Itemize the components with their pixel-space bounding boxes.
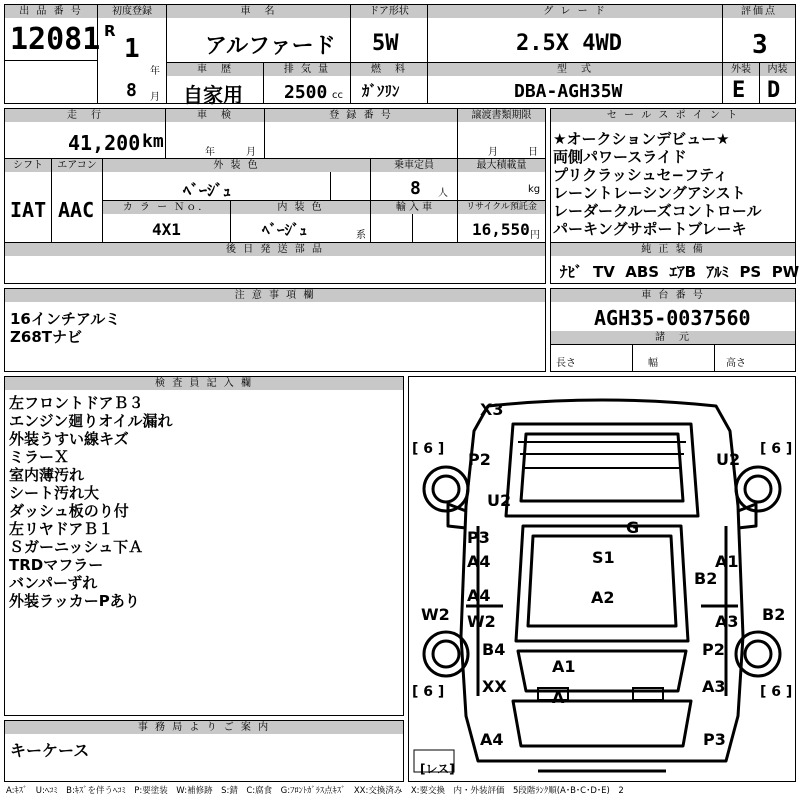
regno-label: 登 録 番 号 xyxy=(265,109,457,122)
model-label: 型 式 xyxy=(428,63,722,76)
first-reg-label: 初度登録 xyxy=(98,5,166,18)
ext-label: 外装 xyxy=(723,63,759,76)
transfer-label: 譲渡書類期限 xyxy=(458,109,545,122)
notes-lines: 16インチアルミ Z68Tナビ xyxy=(10,310,121,346)
load-label: 最大積載量 xyxy=(458,159,545,172)
mileage-label: 走 行 xyxy=(5,109,165,122)
dmg-a3-bottom: A3 xyxy=(702,677,726,696)
dmg-b4: B4 xyxy=(482,640,506,659)
dmg-b2-right: B2 xyxy=(694,569,718,588)
tire-rr: [ 6 ] xyxy=(760,684,793,700)
int-grade: D xyxy=(767,78,781,103)
interior-color: ﾍﾞｰｼﾞｭ xyxy=(262,221,308,239)
car-name-label: 車 名 xyxy=(167,5,350,18)
tire-rl: [ 6 ] xyxy=(412,684,445,700)
grade: 2.5X 4WD xyxy=(516,31,622,56)
intcolor-label: 内 装 色 xyxy=(231,201,370,214)
score-label: 評価点 xyxy=(723,5,795,18)
shift: IAT xyxy=(10,198,47,222)
int-label: 内装 xyxy=(760,63,795,76)
displacement-label: 排 気 量 xyxy=(264,63,350,76)
dmg-p2-right: P2 xyxy=(702,640,725,659)
office-label: 事 務 局 よ り ご 案 内 xyxy=(5,721,403,734)
dmg-xx: XX xyxy=(482,677,507,696)
dmg-a1-right: A1 xyxy=(715,552,739,571)
recycle-label: リサイクル預託金 xyxy=(458,201,545,214)
tire-fl: [ 6 ] xyxy=(412,441,445,457)
dmg-w2-far: W2 xyxy=(421,605,450,624)
door-label: ドア形状 xyxy=(351,5,427,18)
spec-label: 諸 元 xyxy=(551,331,795,344)
era: R xyxy=(104,22,116,40)
dmg-a4-2: A4 xyxy=(467,586,491,605)
dmg-a2: A2 xyxy=(591,588,615,607)
reg-month: 8 xyxy=(126,80,137,101)
dmg-a1-bottom: A1 xyxy=(552,657,576,676)
notes-label: 注 意 事 項 欄 xyxy=(5,289,545,302)
inspector-notes: 左フロントドアＢ３ エンジン廻りオイル漏れ 外装うすい線キズ ミラーＸ 室内薄汚れ シート汚れ大 ダッシュ板のり付 左リヤドアＢ１ Ｓガーニッシュ下Ａ TRDマフラー バンパーずれ 外装ラッカーPあり xyxy=(9,394,173,610)
reg-year: 1 xyxy=(124,34,140,64)
tire-fr: [ 6 ] xyxy=(760,441,793,457)
body-color: ﾍﾞｰｼﾞｭ xyxy=(183,181,232,200)
history: 自家用 xyxy=(183,83,243,107)
chassis-label: 車 台 番 号 xyxy=(551,289,795,302)
sales-label: セ ー ル ス ポ イ ン ト xyxy=(551,109,795,122)
dmg-w2: W2 xyxy=(467,612,496,631)
car-outline-diagram xyxy=(408,376,796,782)
import-label: 輸 入 車 xyxy=(371,201,457,214)
color-number: 4X1 xyxy=(152,220,181,239)
score: 3 xyxy=(752,30,768,60)
car-name: アルファード xyxy=(205,34,336,59)
dmg-s1: S1 xyxy=(592,548,615,567)
fuel-label: 燃 料 xyxy=(351,63,427,76)
dmg-p2-left: P2 xyxy=(468,450,491,469)
capacity: 8 xyxy=(410,178,421,199)
header-block xyxy=(4,4,796,104)
sales-points: ★オークションデビュー★ 両側パワースライド プリクラッシュセ−フティ レーントレーシングアシスト レーダークルーズコントロール パーキングサポートブレーキ xyxy=(553,130,762,238)
shift-label: シフト xyxy=(5,159,51,172)
dmg-x3: X3 xyxy=(480,400,504,419)
legend: A:ｷｽﾞ U:ﾍｺﾐ B:ｷｽﾞを伴うﾍｺﾐ P:要塗装 W:補修跡 S:錆 C:腐食 G:ﾌﾛﾝﾄｶﾞﾗｽ点ｷｽﾞ XX:交換済み X:要交換 内・外装評価 5段階ﾗﾝｸ順(A･B･C･D･E) 2 xyxy=(6,786,624,796)
aircon: AAC xyxy=(58,198,95,222)
dmg-a3: A3 xyxy=(715,612,739,631)
inspector-label: 検 査 員 記 入 欄 xyxy=(5,377,403,390)
inspection-label: 車 検 xyxy=(166,109,264,122)
lot-number: 12081 xyxy=(10,22,101,57)
recycle-fee: 16,550 xyxy=(472,220,530,239)
equipment-list: ﾅﾋﾞ TV ABS ｴｱB ｱﾙﾐ PS PW xyxy=(560,263,800,281)
dmg-g: G xyxy=(626,518,640,537)
door-type: 5W xyxy=(372,31,399,56)
color-label: 外 装 色 xyxy=(103,159,370,172)
office-text: キーケース xyxy=(10,741,90,760)
ac-label: エアコン xyxy=(52,159,102,172)
lot-label: 出 品 番 号 xyxy=(5,5,97,18)
spare-tire: [レス] xyxy=(420,762,455,776)
chassis-number: AGH35-0037560 xyxy=(594,306,751,330)
dmg-u2-mid: U2 xyxy=(487,491,512,510)
dmg-p3: P3 xyxy=(467,528,490,547)
mileage: 41,200 xyxy=(68,131,141,155)
dmg-a-bottom: A xyxy=(552,688,565,707)
dmg-b2-far: B2 xyxy=(762,605,786,624)
later-parts-label: 後 日 発 送 部 品 xyxy=(5,243,545,256)
equip-label: 純 正 装 備 xyxy=(551,243,795,256)
model-code: DBA-AGH35W xyxy=(514,81,623,102)
dmg-u2-right: U2 xyxy=(716,450,741,469)
displacement: 2500 xyxy=(284,82,328,103)
dmg-p3-bottom: P3 xyxy=(703,730,726,749)
dmg-a4-1: A4 xyxy=(467,552,491,571)
capacity-label: 乗車定員 xyxy=(371,159,457,172)
fuel: ｶﾞｿﾘﾝ xyxy=(362,82,400,100)
dmg-a4-bottom: A4 xyxy=(480,730,504,749)
ext-grade: E xyxy=(732,78,746,103)
history-label: 車 歴 xyxy=(167,63,263,76)
colorno-label: カ ラ ー Ｎｏ． xyxy=(103,201,230,214)
grade-label: グ レ ー ド xyxy=(428,5,722,18)
